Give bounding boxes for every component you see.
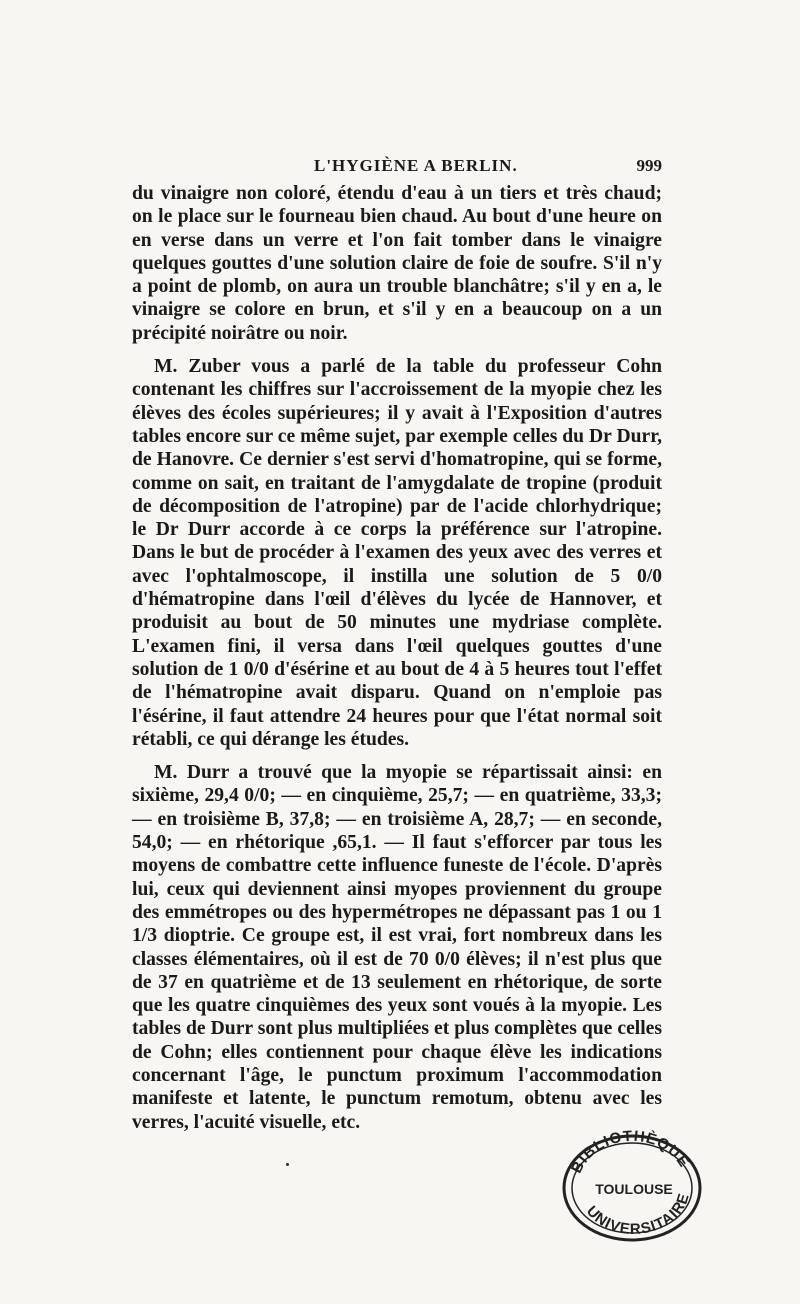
- paragraph-1: du vinaigre non coloré, étendu d'eau à un tiers et très chaud; on le place sur le fourneau bien chaud. Au bout d'une heure on en verse dans un verre et l'on fait tomber dans le vinaigre quelques gouttes d'une solution claire de foie de soufre. S'il n'y a point de plomb, on aura un trouble blanchâtre; s'il y en a, le vinaigre se colore en brun, et s'il y en a beaucoup on a un précipité noirâtre ou noir.: [132, 183, 662, 344]
- page-number: 999: [636, 156, 662, 175]
- stamp-top-text: BIBLIOTHÈQUE: [568, 1128, 693, 1176]
- running-title: L'HYGIÈNE A BERLIN.: [314, 156, 518, 175]
- stamp-bottom-text: UNIVERSITAIRE: [582, 1190, 693, 1239]
- paragraph-3: M. Durr a trouvé que la myopie se répartissait ainsi: en sixième, 29,4 0/0; — en cinquième, 25,7; — en quatrième, 33,3; — en troisième B, 37,8; — en troisième A, 28,7; — en seconde, 54,0; — en rhétorique ,65,1. — Il faut s'efforcer par tous les moyens de combattre cette influence funeste de l'école. D'après lui, ceux qui deviennent ainsi myopes proviennent du groupe des emmétropes ou des hypermétropes ne dépassant pas 1 ou 1 1/3 dioptrie. Ce groupe est, il est vrai, fort nombreux dans les classes élémentaires, où il est de 70 0/0 élèves; il n'est plus que de 37 en quatrième et de 13 seulement en rhétorique, de sorte que les quatre cinquièmes des yeux sont voués à la myopie. Les tables de Durr sont plus multipliées et plus complètes que celles de Cohn; elles contiennent pour chaque élève les indications concernant l'âge, le punctum proximum l'accommodation manifeste et latente, le punctum remotum, obtenu avec les verres, l'acuité visuelle, etc.: [132, 762, 662, 1133]
- body-text: [132, 182, 662, 1134]
- ink-speck: [286, 1163, 289, 1166]
- library-stamp: [556, 1128, 706, 1246]
- library-stamp-seal: [556, 1128, 706, 1246]
- stamp-middle-text: TOULOUSE: [595, 1181, 673, 1197]
- paragraph-2: M. Zuber vous a parlé de la table du professeur Cohn contenant les chiffres sur l'accroissement de la myopie chez les élèves des écoles supérieures; il y avait à l'Exposition d'autres tables encore sur ce même sujet, par exemple celles du Dr Durr, de Hanovre. Ce dernier s'est servi d'homatropine, qui se forme, comme on sait, en traitant de l'amygdalate de tropine (produit de décomposition de l'atropine) par de l'acide chlorhydrique; le Dr Durr accorde à ce corps la préférence sur l'atropine. Dans le but de procéder à l'examen des yeux avec des verres et avec l'ophtalmoscope, il instilla une solution de 5 0/0 d'hématropine dans l'œil d'élèves du lycée de Hannover, et produisit au bout de 50 minutes une mydriase complète. L'examen fini, il versa dans l'œil quelques gouttes d'une solution de 1 0/0 d'ésérine et au bout de 4 à 5 heures tout l'effet de l'hématropine avait disparu. Quand on n'emploie pas l'ésérine, il faut attendre 24 heures pour que l'état normal soit rétabli, ce qui dérange les études.: [132, 356, 662, 750]
